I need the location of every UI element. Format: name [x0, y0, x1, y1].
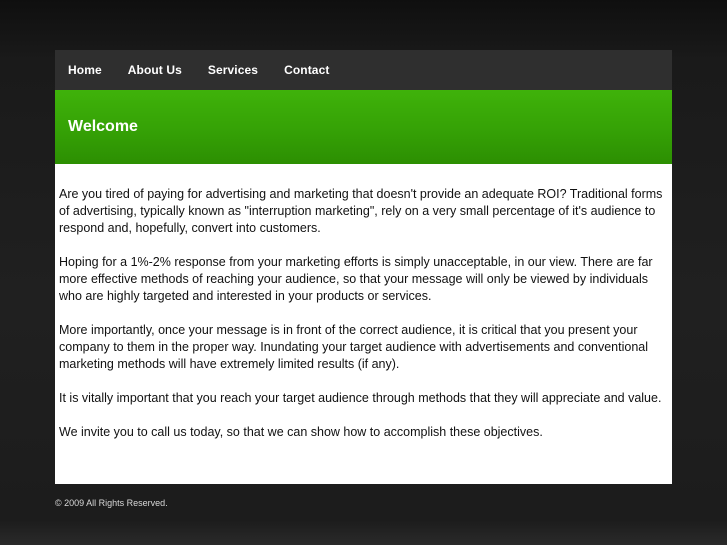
- welcome-banner: [55, 90, 672, 164]
- nav-home-link[interactable]: Home: [68, 63, 102, 77]
- footer-copyright: © 2009 All Rights Reserved.: [55, 498, 168, 508]
- nav-about-us-link[interactable]: About Us: [127, 63, 182, 77]
- main-nav: [55, 50, 672, 90]
- content-paragraph-2: Hoping for a 1%-2% response from your marketing efforts is simply unacceptable, in our view. There are far more effective methods of reaching your audience, so that your message will only be viewed by individuals who are highly targeted and interested in your products or services.: [59, 255, 653, 303]
- page-container: [55, 50, 672, 484]
- content-paragraph-1: Are you tired of paying for advertising and marketing that doesn't provide an adequate ROI? Traditional forms of advertising, typically known as "interruption marketing", rely on a very small percentage of it's audience to respond and, hopefully, convert into customers.: [59, 187, 663, 235]
- content-paragraph-4: It is vitally important that you reach your target audience through methods that they will appreciate and value.: [59, 391, 662, 405]
- nav-services-link[interactable]: Services: [207, 63, 259, 77]
- content-paragraph-5: We invite you to call us today, so that we can show how to accomplish these objectives.: [59, 425, 543, 439]
- content-paragraph-3: More importantly, once your message is in front of the correct audience, it is critical that you present your company to them in the proper way. Inundating your target audience with advertisements and conventional marketing methods will have extremely limited results (if any).: [59, 323, 649, 371]
- nav-contact-link[interactable]: Contact: [284, 63, 330, 77]
- page-title: Welcome: [68, 118, 138, 135]
- main-content: [55, 164, 672, 484]
